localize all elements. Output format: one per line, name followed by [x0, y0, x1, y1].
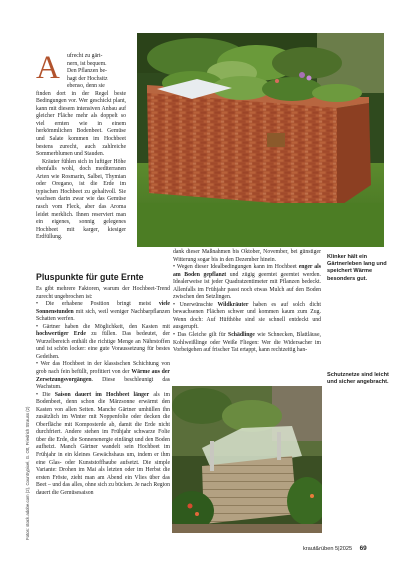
bullet-pests: • Das Gleiche gilt für Schädlinge wie Schnecken, Blattläuse, Kohlweißlinge oder Weiße Fliegen: Wer die Widersacher im Vorbeigehen auf frischer Tat ertappt, kann rechtzeitig han-: [173, 332, 321, 354]
herbs-paragraph: Kräuter fühlen sich in luftiger Höhe ebenfalls wohl, doch mediterranen Arten wie Rosmarin, Salbei, Thymian oder Oregano, ist die Erde im typischen Hochbeet zu gehaltvoll. Sie wachsen darin zwar wie das Gemüse rasch vom Fleck, aber das Aroma leidet merklich. Ihnen reserviert man ein eigenes, sonnig gelegenes Hochbeet mit karger, kiesiger Erdfüllung.: [36, 158, 126, 241]
photo-caption-top: Klinker hält ein Gärtnerleben lang und speichert Wärme besonders gut.: [327, 254, 387, 282]
section-intro: Es gibt mehrere Faktoren, warum der Hochbeet-Trend zurecht ungebrochen ist:: [36, 286, 170, 300]
section-heading: Pluspunkte für gute Ernte: [36, 272, 144, 282]
drop-cap: A: [36, 50, 60, 86]
column-two: [173, 249, 321, 355]
intro-line-2: nern, ist bequem.: [67, 60, 107, 67]
bullet-season: • Die Saison dauert im Hochbeet länger als im Bodenbeet, denn schon die Märzsonne erwärmt den Kasten von allen Seiten. Manche Gärtner umhüllen ihn zusätzlich im Winter mit Noppenfolie oder decken die Oberfläche mit Komposterde ab, damit die Erde nicht durchfriert. Andere stehen im Frühjahr schwarze Folie über die Erde, die Sonnenenergie einfängt und den Boden aufheizt. Manch Gärtner wandelt sein Hochbeet im Frühjahr in ein kleines Gewächshaus um, indem er ihm eine Glas- oder Kunststoffhaube aufsetzt. Die simple Variante: Drohen im Mai als letzten oder im Herbst die ersten Fröste, zieht man am Abend ein Vlies über das Beet – und das alles, ohne sich zu bücken. Je nach Region dauert die Gemüsesaison: [36, 391, 170, 496]
bullet-soil: • Gärtner haben die Möglichkeit, den Kasten mit hochwertiger Erde zu füllen. Das bedeutet, der Wurzelbereich enthält die richtige Menge an Nährstoffen und ist schön locker: eine gute Voraussetzung für bestes Gedeihen.: [36, 323, 171, 360]
intro-line-1: ufrecht zu gärt-: [67, 53, 103, 59]
brick-raised-bed-photo: [137, 33, 384, 247]
bullet-warmth: • Wer das Hochbeet in der klassischen Schichtung von grob nach fein befüllt, profitiert von der Wärme aus der Zersetzungsvorgängen. Diese beschleunigt das Wachstum.: [36, 361, 170, 391]
intro-line-5: ebenso, denn sie: [67, 83, 105, 90]
intro-block: [36, 50, 126, 242]
page-footer: [303, 545, 367, 552]
intro-line-4: hagt der Hochsitz: [67, 75, 108, 82]
issue-number: 5|2025: [335, 546, 353, 552]
photo-caption-bottom: Schutznetze sind leicht und sicher angebracht.: [327, 372, 389, 386]
page-number: 69: [359, 545, 367, 552]
bullet-sun: • Die erhabene Position bringt meist viele Sonnenstunden mit sich, weil weniger Nachbarpflanzen Schatten werfen.: [36, 301, 170, 323]
intro-paragraph: finden dort in der Regel beste Bedingungen vor. Wer geschickt plant, kann mit diesem intensiven Anbau auf gleicher Fläche mehr als doppelt so viel ernten wie in einem herkömmlichen Bodenbeet. Gemüse und Salate kommen im Hochbeet bestens zurecht, auch zahlreiche Sommerblumen und Stauden.: [36, 90, 126, 158]
intro-line-3: Den Pflanzen be-: [67, 68, 107, 75]
section-block: [36, 272, 170, 497]
bullet-weeds: • Unerwünschte Wildkräuter haben es auf solch dicht bewachsenen Flächen schwer und kommen kaum zum Zug. Wenn doch: Auf Hüfthöhe sind sie schnell entdeckt und ausgerupft.: [173, 301, 321, 331]
photo-credit: Fotos: stock.adobe.com (2), Countrypixel, G. Ott, Friedrich Strauss (2): [25, 406, 30, 540]
magazine-name: kraut&rüben: [303, 546, 334, 552]
wooden-bed-net-photo: [172, 386, 322, 533]
col2-paragraph: dank dieser Maßnahmen bis Oktober, November, bei günstiger Witterung sogar bis in den Dezember hinein.: [173, 249, 321, 263]
bullet-dense: • Wegen dieser Idealbedingungen kann im Hochbeet enger als am Boden gepflanzt und zügig geerntet geerntet werden. Idealerweise ist jeder Quadratzentimeter mit Pflanzen bedeckt. Allenfalls im Frühjahr passt noch etwas Mulch auf den Boden zwischen den Setzlingen.: [173, 264, 321, 301]
